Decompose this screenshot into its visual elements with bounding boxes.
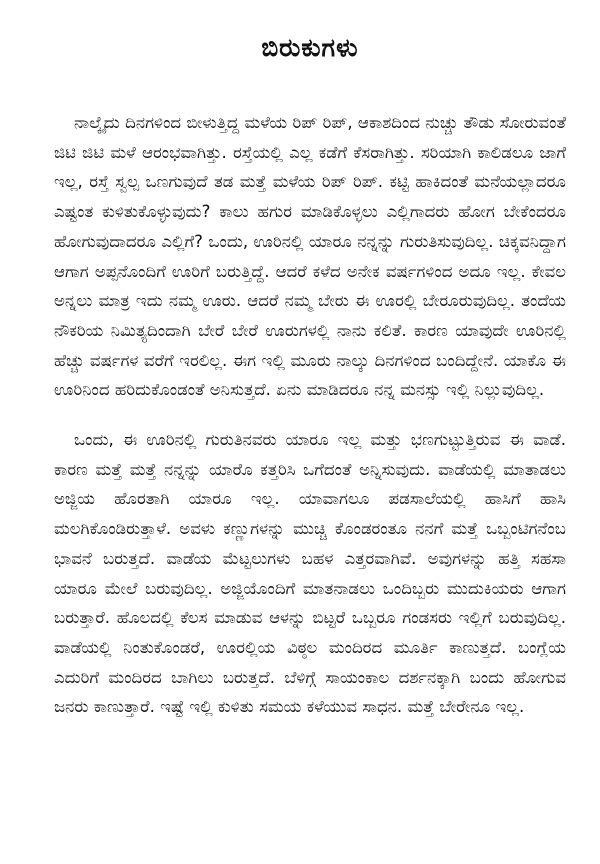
paragraph-1: ನಾಲ್ಕೈದು ದಿನಗಳಿಂದ ಬೀಳುತ್ತಿದ್ದ ಮಳೆಯ ರಿಪ್ ರಿಪ್, ಆಕಾಶದಿಂದ ನುಚ್ಚು ತೌಡು ಸೋರುವಂತೆ ಜಿಟಿ ಜಿಟಿ ಮಳೆ ಆರಂಭವಾಗಿತ್ತು. ರಸ್ತೆಯಲ್ಲಿ ಎಲ್ಲ ಕಡೆಗೆ ಕೆಸರಾಗಿತ್ತು. ಸರಿಯಾಗಿ ಕಾಲಿಡಲೂ ಜಾಗೆ ಇಲ್ಲ, ರಸ್ತೆ ಸ್ವಲ್ಪ ಒಣಗುವುದೆ ತಡ ಮತ್ತೆ ಮಳೆಯ ರಿಪ್ ರಿಪ್. ಕಟ್ಟಿ ಹಾಕಿದಂತೆ ಮನೆಯಲ್ಲಾದರೂ ಎಷ್ಟಂತ ಕುಳಿತುಕೊಳ್ಳುವುದು? ಕಾಲು ಹಗುರ ಮಾಡಿಕೊಳ್ಳಲು ಎಲ್ಲಿಗಾದರು ಹೋಗ ಬೇಕೆಂದರೂ ಹೋಗುವುದಾದರೂ ಎಲ್ಲಿಗೆ? ಒಂದು, ಊರಿನಲ್ಲಿ ಯಾರೂ ನನ್ನನ್ನು ಗುರುತಿಸುವುದಿಲ್ಲ. ಚಿಕ್ಕವನಿದ್ದಾಗ ಆಗಾಗ ಅಪ್ಪನೊಂದಿಗೆ ಊರಿಗೆ ಬರುತ್ತಿದ್ದೆ. ಆದರೆ ಕಳೆದ ಅನೇಕ ವರ್ಷಗಳಿಂದ ಅದೂ ಇಲ್ಲ. ಕೇವಲ ಅನ್ನಲು ಮಾತ್ರ ಇದು ನಮ್ಮ ಊರು. ಆದರೆ ನಮ್ಮ ಬೇರು ಈ ಊರಲ್ಲಿ ಬೇರೂರುವುದಿಲ್ಲ. ತಂದೆಯ ನೌಕರಿಯ ನಿಮಿತ್ಯದಿಂದಾಗಿ ಬೇರೆ ಬೇರೆ ಊರುಗಳಲ್ಲಿ ನಾನು ಕಲಿತೆ. ಕಾರಣ ಯಾವುದೇ ಊರಿನಲ್ಲಿ ಹೆಚ್ಚು ವರ್ಷಗಳ ವರೆಗೆ ಇರಲಿಲ್ಲ. ಈಗ ಇಲ್ಲಿ ಮೂರು ನಾಲ್ಕು ದಿನಗಳಿಂದ ಬಂದಿದ್ದೇನೆ. ಯಾಕೊ ಈ ಊರಿನಿಂದ ಹರಿದುಕೊಂಡಂತೆ ಅನಿಸುತ್ತದೆ. ಏನು ಮಾಡಿದರೂ ನನ್ನ ಮನಸ್ಸು ಇಲ್ಲಿ ನಿಲ್ಲುವುದಿಲ್ಲ. [54,113,567,400]
page-title: ಬಿರುಕುಗಳು [261,33,359,62]
document-page [54,28,566,722]
paragraph-2: ಒಂದು, ಈ ಊರಿನಲ್ಲಿ ಗುರುತಿನವರು ಯಾರೂ ಇಲ್ಲ ಮತ್ತು ಭಣಗುಟ್ಟುತ್ತಿರುವ ಈ ವಾಡೆ. ಕಾರಣ ಮತ್ತೆ ಮತ್ತೆ ನನ್ನನ್ನು ಯಾರೊ ಕತ್ತರಿಸಿ ಒಗೆದಂತೆ ಅನ್ನಿಸುವುದು. ವಾಡೆಯಲ್ಲಿ ಮಾತಾಡಲು ಅಜ್ಜಿಯ ಹೊರತಾಗಿ ಯಾರೂ ಇಲ್ಲ. ಯಾವಾಗಲೂ ಪಡಸಾಲೆಯಲ್ಲಿ ಹಾಸಿಗೆ ಹಾಸಿ ಮಲಗಿಕೊಂಡಿರುತ್ತಾಳೆ. ಅವಳು ಕಣ್ಣುಗಳನ್ನು ಮುಚ್ಚಿ ಕೊಂಡರಂತೂ ನನಗೆ ಮತ್ತೆ ಒಬ್ಬಂಟಿಗನೆಂಬ ಭಾವನೆ ಬರುತ್ತದೆ. ವಾಡೆಯ ಮೆಟ್ಟಲುಗಳು ಬಹಳ ಎತ್ತರವಾಗಿವೆ. ಅವುಗಳನ್ನು ಹತ್ತಿ ಸಹಸಾ ಯಾರೂ ಮೇಲೆ ಬರುವುದಿಲ್ಲ. ಅಜ್ಜಿಯೊಂದಿಗೆ ಮಾತನಾಡಲು ಒಂದಿಬ್ಬರು ಮುದುಕಿಯರು ಆಗಾಗ ಬರುತ್ತಾರೆ. ಹೊಲದಲ್ಲಿ ಕೆಲಸ ಮಾಡುವ ಆಳನ್ನು ಬಿಟ್ಟರೆ ಒಬ್ಬರೂ ಗಂಡಸರು ಇಲ್ಲಿಗೆ ಬರುವುದಿಲ್ಲ. ವಾಡೆಯಲ್ಲಿ ನಿಂತುಕೊಂಡರೆ, ಊರಲ್ಲಿಯ ವಿಠ್ಠಲ ಮಂದಿರದ ಮೂರ್ತಿ ಕಾಣುತ್ತದೆ. ಬಂಗ್ಲೆಯ ಎದುರಿಗೆ ಮಂದಿರದ ಬಾಗಿಲು ಬರುತ್ತದೆ. ಬೆಳಿಗ್ಗೆ ಸಾಯಂಕಾಲ ದರ್ಶನಕ್ಕಾಗಿ ಬಂದು ಹೋಗುವ ಜನರು ಕಾಣುತ್ತಾರೆ. ಇಷ್ಟೆ ಇಲ್ಲಿ ಕುಳಿತು ಸಮಯ ಕಳೆಯುವ ಸಾಧನ. ಮತ್ತೆ ಬೇರೇನೂ ಇಲ್ಲ. [54,430,566,717]
